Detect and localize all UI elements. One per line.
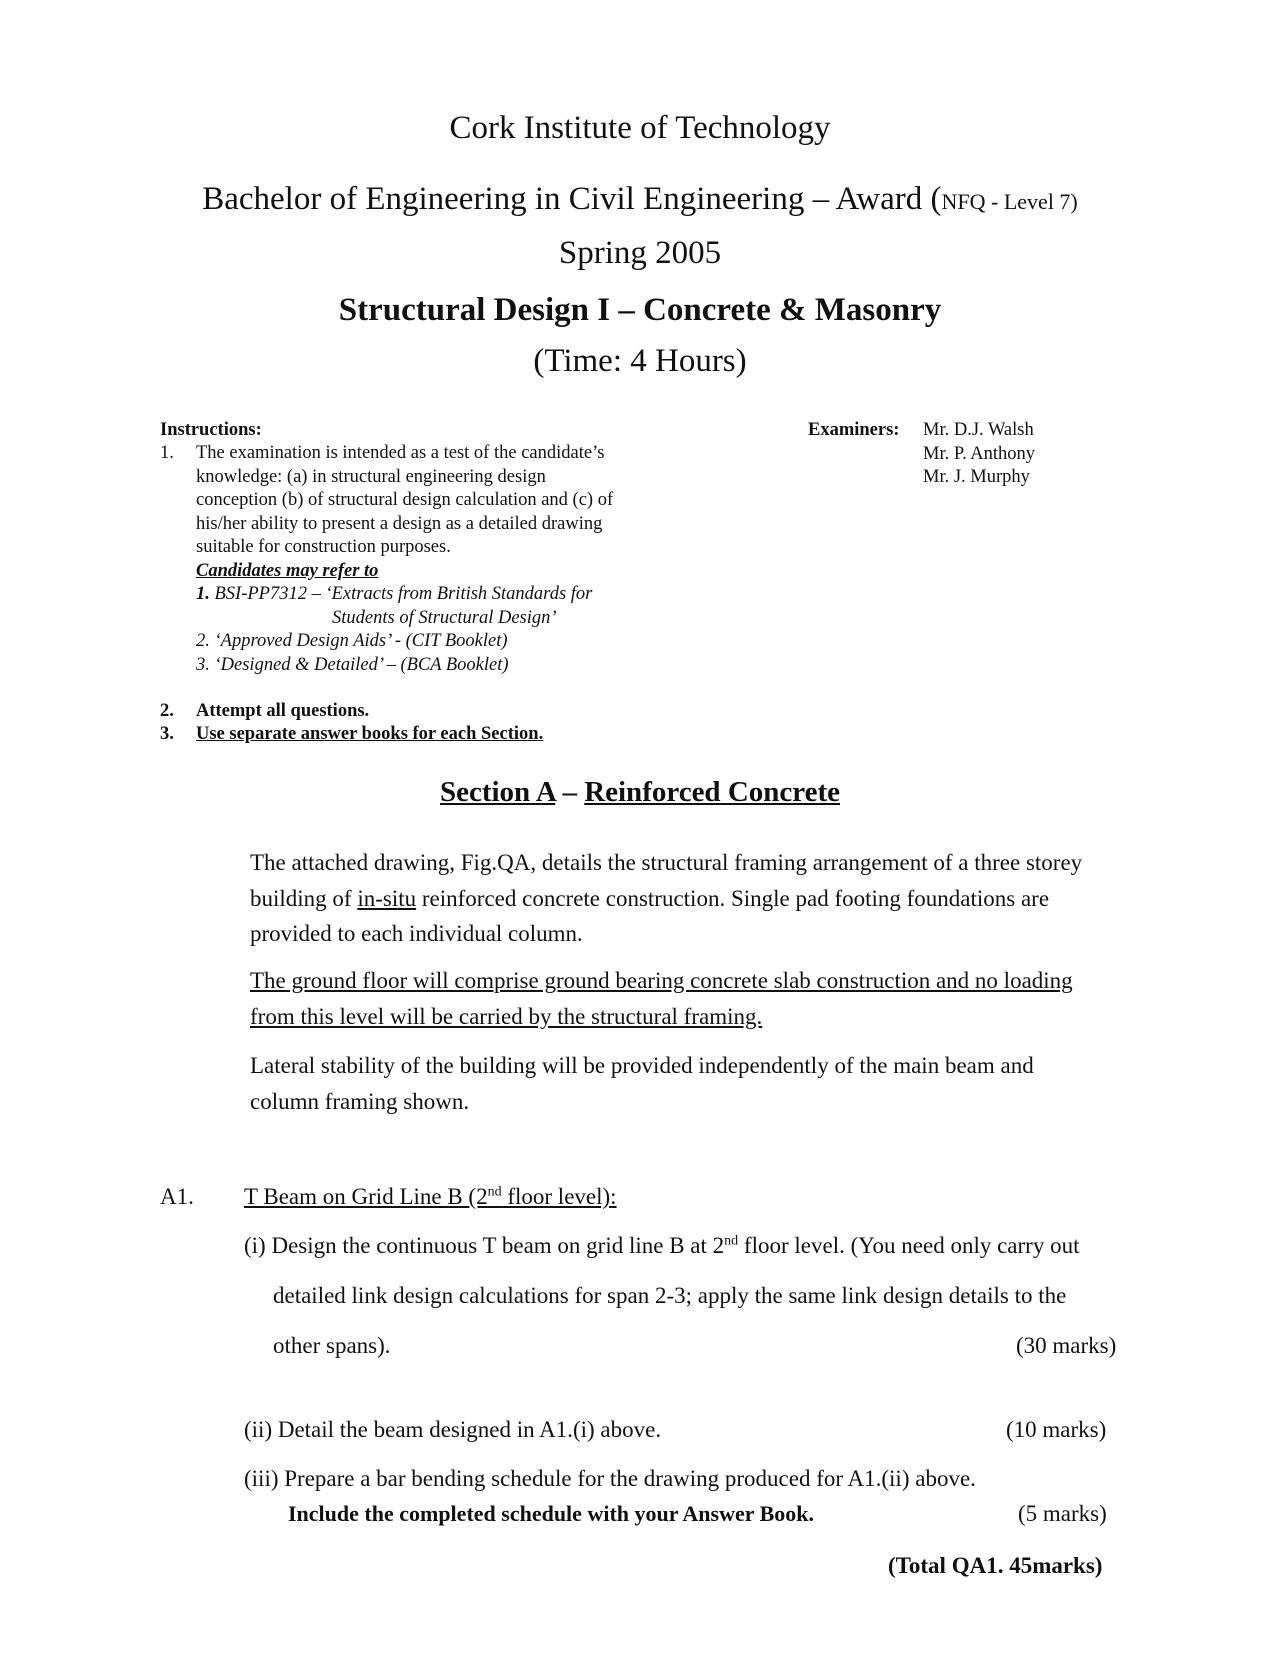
instruction-1-line: The examination is intended as a test of the candidate’s: [196, 443, 605, 463]
examiner-name: Mr. D.J. Walsh: [923, 420, 1034, 440]
instruction-2-text: Attempt all questions.: [196, 701, 370, 721]
intro-line: Lateral stability of the building will be provided independently of the main beam and: [250, 1053, 1034, 1078]
question-title: T Beam on Grid Line B (2nd floor level):: [244, 1184, 617, 1209]
examiners-list: [923, 419, 1035, 490]
instruction-3-text: Use separate answer books for each Section.: [196, 724, 544, 744]
reference-item: 1. BSI-PP7312 – ‘Extracts from British Standards for: [196, 584, 593, 604]
instruction-number-1: 1.: [160, 443, 174, 463]
instruction-1-line: suitable for construction purposes.: [196, 537, 451, 557]
part-iii-instruction: Include the completed schedule with your Answer Book.: [288, 1501, 815, 1526]
intro-line: column framing shown.: [250, 1088, 470, 1114]
part-ii-marks: (10 marks): [1006, 1417, 1107, 1442]
reference-item: 3. ‘Designed & Detailed’ – (BCA Booklet): [196, 654, 509, 675]
programme-level: NFQ - Level 7): [941, 189, 1078, 214]
intro-line: The attached drawing, Fig.QA, details the structural framing arrangement of a three storey: [250, 850, 1083, 875]
reference-item-continued: Students of Structural Design’: [332, 607, 557, 628]
part-iii-marks: (5 marks): [1018, 1501, 1107, 1526]
part-i-marks: (30 marks): [1016, 1333, 1117, 1358]
programme-title: [0, 181, 1280, 218]
instruction-1-line: his/her ability to present a design as a detailed drawing: [196, 513, 603, 534]
time-allowed: (Time: 4 Hours): [533, 343, 747, 379]
part-i-line-2: detailed link design calculations for span 2-3; apply the same link design details to the: [273, 1283, 1067, 1308]
intro-line: building of in-situ reinforced concrete construction. Single pad footing foundations are: [250, 885, 1050, 911]
question-total: (Total QA1. 45marks): [888, 1553, 1103, 1578]
programme-main: Bachelor of Engineering in Civil Engineering – Award (: [202, 181, 942, 217]
intro-paragraph-1: [250, 845, 1082, 952]
examiner-name: Mr. P. Anthony: [923, 443, 1036, 464]
session-title: Spring 2005: [558, 235, 722, 271]
subject-title: Structural Design I – Concrete & Masonry: [338, 292, 942, 328]
intro-paragraph-2: [250, 963, 1073, 1034]
question-number: A1.: [160, 1184, 194, 1209]
institution-title: Cork Institute of Technology: [449, 110, 831, 146]
refer-heading: Candidates may refer to: [196, 560, 379, 581]
examiners-label: Examiners:: [808, 420, 900, 440]
instruction-1-text: [196, 442, 613, 677]
reference-item: 2. ‘Approved Design Aids’ - (CIT Booklet): [196, 631, 508, 651]
section-heading: [0, 776, 1280, 809]
instruction-number-2: 2.: [160, 701, 174, 721]
intro-line: from this level will be carried by the structural framing.: [250, 1003, 763, 1029]
instruction-number-3: 3.: [160, 724, 174, 744]
part-i-line-3: other spans).: [273, 1333, 391, 1358]
examiner-name: Mr. J. Murphy: [923, 467, 1030, 487]
instruction-1-line: conception (b) of structural design calculation and (c) of: [196, 490, 614, 510]
section-dash: –: [555, 776, 585, 808]
intro-line: The ground floor will comprise ground bearing concrete slab construction and no loading: [250, 968, 1073, 993]
section-title: Reinforced Concrete: [584, 776, 841, 808]
part-iii-text: (iii) Prepare a bar bending schedule for the drawing produced for A1.(ii) above.: [244, 1466, 976, 1491]
part-ii-text: (ii) Detail the beam designed in A1.(i) above.: [244, 1417, 662, 1442]
intro-paragraph-3: [250, 1048, 1034, 1119]
section-prefix: Section A: [439, 776, 556, 808]
intro-line: provided to each individual column.: [250, 921, 583, 946]
part-i-line-1: (i) Design the continuous T beam on grid line B at 2nd floor level. (You need only carry out: [244, 1233, 1080, 1258]
instruction-1-line: knowledge: (a) in structural engineering design: [196, 466, 546, 487]
instructions-heading: Instructions:: [160, 420, 262, 440]
